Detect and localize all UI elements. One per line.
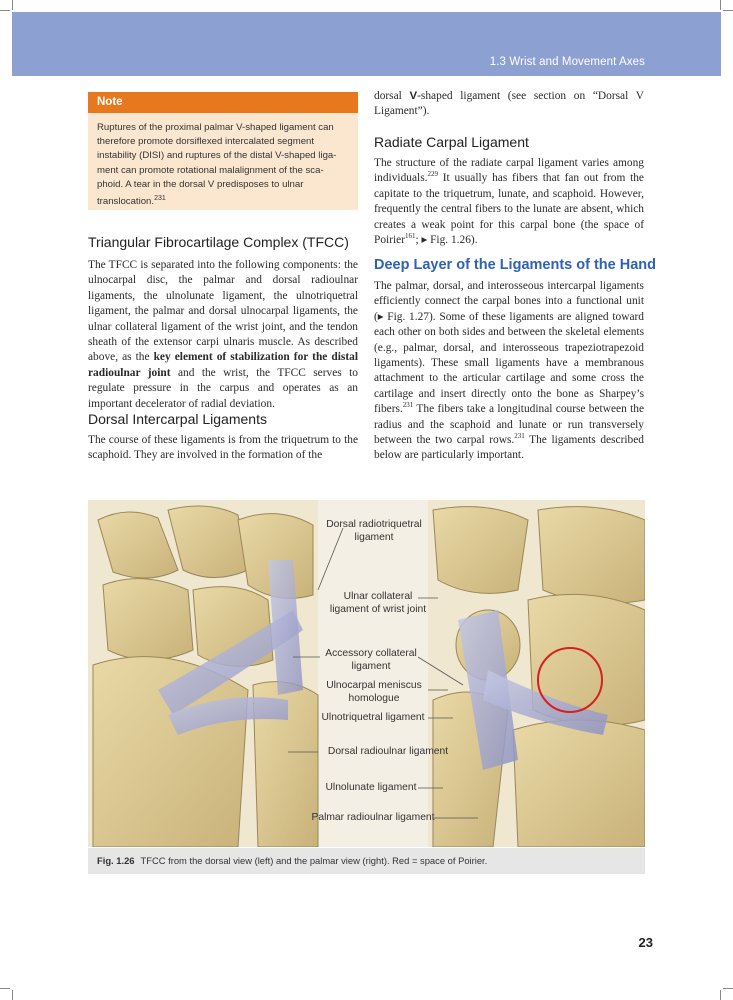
tfcc-heading: Triangular Fibrocartilage Complex (TFCC) [88,234,349,250]
continuation-paragraph [374,89,644,120]
label-ulnolunate: Ulnolunate ligament [325,782,417,793]
section-label: 1.3 Wrist and Movement Axes [489,56,645,68]
citation: 231 [402,401,414,410]
citation: 229 [427,170,438,179]
note-line: Ruptures of the proximal palmar V-shaped ligament can [97,122,334,133]
note-box [88,92,358,210]
continuation-text: dorsal [374,90,410,102]
deep-layer-paragraph [374,279,644,464]
page-number: 23 [638,935,653,950]
tfcc-bold-text: key element of stabilization for the distal radioulnar joint [88,351,358,379]
caption-text: TFCC from the dorsal view (left) and the palmar view (right). Red = space of Poirier. [140,855,488,866]
label-ulnar-collateral: Ulnar collateral ligament of wrist joint [329,591,427,615]
citation: 231 [514,432,525,441]
deep-layer-text: The fibers take a longitudinal course between the radius and the scaphoid and lunate or run transversely between the two carpal rows. [374,403,644,447]
note-line: therefore promote dorsiflexed intercalated segment [97,136,315,148]
deep-layer-text: The ligaments described below are particularly important. [374,434,644,462]
anatomy-figure [88,500,645,847]
radiate-text: ; ▸ Fig. 1.26). [415,234,478,247]
tfcc-text: The TFCC is separated into the following components: the ulnocarpal disc, the palmar and dorsal radioulnar ligaments, the ulnolunate ligament, the ulnotriquetral ligament, the palmar and dorsal ulnocarpal ligaments, the ulnar collateral ligament of the wrist joint, and the tendon sheath of the extensor carpi ulnaris muscle. As described above, as the [88,259,358,364]
note-last-line: translocation. [97,196,155,208]
radiate-text: It usually has fibers that fan out from the capitate to the triquetrum, lunate, and scaphoid. However, frequently the central fibers to the lunate are absent, which creates a weak point for this carpal bone (the space of Poirier [374,172,644,247]
label-ulnotriquetral: Ulnotriquetral ligament [321,712,425,723]
label-palmar-radioulnar: Palmar radioulnar ligament [311,812,435,823]
radiate-heading: Radiate Carpal Ligament [374,134,529,150]
crop-mark [720,0,721,10]
bold-v: V [409,90,418,102]
deep-layer-heading: Deep Layer of the Ligaments of the Hand [374,257,656,273]
note-text [88,113,358,209]
note-line [97,192,348,209]
caption-number: Fig. 1.26 [97,855,135,866]
wrist-illustration [88,500,645,847]
label-dorsal-radioulnar: Dorsal radioulnar ligament [327,746,449,757]
tfcc-text-end: and the wrist, the TFCC serves to regulate pressure in the carpus and operates as an important decelerator of radial deviation. [88,366,358,410]
crop-mark [720,990,721,1000]
deep-layer-text: The palmar, dorsal, and interosseous intercarpal ligaments efficiently connect the carpal bones into a functional unit (▸ Fig. 1.27). Some of these ligaments are aligned toward each other on both sides and between the skeletal elements (e.g., palmar, dorsal, and interosseous trapeziotrapezoid ligaments). These small ligaments have a membranous attachment to the articular cartilage and some cross the cartilage and insert directly onto the bone as Sharpey’s fibers. [374,280,644,416]
label-meniscus-homologue: Ulnocarpal meniscus homologue [326,680,422,704]
citation: 231 [154,195,166,203]
note-line: instability (DISI) and ruptures of the distal V-shaped liga- [97,150,337,162]
dorsal-intercarpal-heading: Dorsal Intercarpal Ligaments [88,411,267,427]
crop-mark [0,988,10,989]
crop-mark [723,10,733,11]
crop-mark [12,990,13,1000]
note-line: phoid. A tear in the dorsal V predisposes to ulnar [97,178,304,190]
label-accessory-collateral: Accessory collateral ligament [325,648,417,672]
crop-mark [12,0,13,10]
label-dorsal-radiotriquetral: Dorsal radiotriquetral ligament [326,519,422,543]
radiate-text: The structure of the radiate carpal ligament varies among individuals. [374,157,644,185]
tfcc-paragraph [88,258,358,412]
continuation-text-end: -shaped ligament (see section on “Dorsal V Ligament”). [374,90,644,118]
citation: 161 [405,232,416,241]
note-line: ment can promote rotational malalignment of the sca- [97,164,324,176]
dorsal-intercarpal-paragraph: The course of these ligaments is from the triquetrum to the scaphoid. They are involved in the formation of the [88,434,358,462]
crop-mark [0,10,10,11]
crop-mark [723,988,733,989]
figure-caption [88,848,645,874]
radiate-paragraph [374,156,644,248]
note-title: Note [88,92,358,113]
